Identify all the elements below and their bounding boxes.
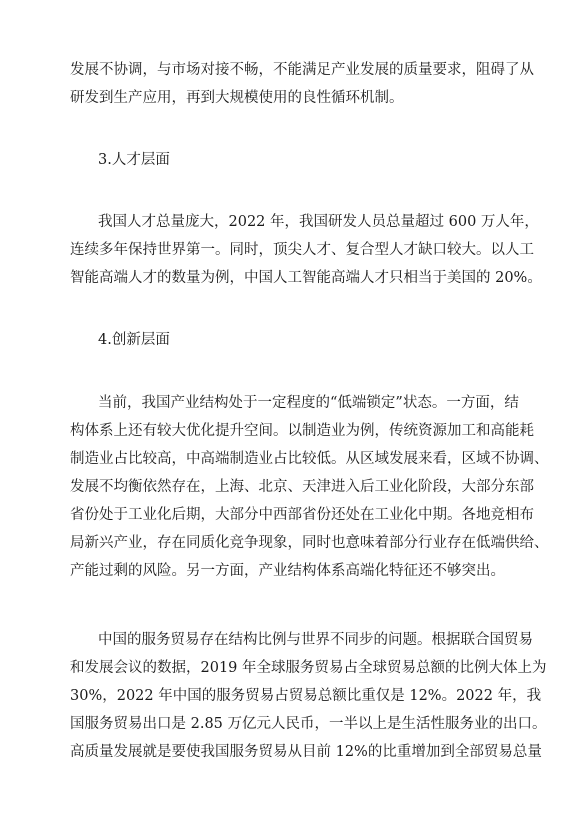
paragraph-line: 中国的服务贸易存在结构比例与世界不同步的问题。根据联合国贸易 <box>98 632 533 648</box>
paragraph-line: 研发到生产应用，再到大规模使用的良性循环机制。 <box>70 90 404 106</box>
paragraph-line: 省份处于工业化后期，大部分中西部省份还处在工业化中期。各地竞相布 <box>70 507 534 523</box>
paragraph-line: 构体系上还有较大优化提升空间。以制造业为例，传统资源加工和高能耗 <box>70 423 534 439</box>
paragraph-line: 国服务贸易出口是 2.85 万亿元人民币，一半以上是生活性服务业的出口。 <box>70 716 547 732</box>
paragraph-line: 发展不协调，与市场对接不畅，不能满足产业发展的质量要求，阻碍了从 <box>70 62 534 78</box>
paragraph-line: 和发展会议的数据，2019 年全球服务贸易占全球贸易总额的比例大体上为 <box>70 660 547 676</box>
section-heading-talent: 3.人才层面 <box>98 152 170 168</box>
paragraph-line: 产能过剩的风险。另一方面，产业结构体系高端化特征还不够突出。 <box>70 563 505 579</box>
paragraph-line: 当前，我国产业结构处于一定程度的“低端锁定”状态。一方面，结 <box>98 395 519 411</box>
paragraph-line: 智能高端人才的数量为例，中国人工智能高端人才只相当于美国的 20%。 <box>70 270 542 286</box>
section-heading-innovation: 4.创新层面 <box>98 332 170 348</box>
paragraph-line: 局新兴产业，存在同质化竞争现象，同时也意味着部分行业存在低端供给、 <box>70 535 549 551</box>
paragraph-line: 制造业占比较高，中高端制造业占比较低。从区域发展来看，区域不协调、 <box>70 451 549 467</box>
paragraph-line: 连续多年保持世界第一。同时，顶尖人才、复合型人才缺口较大。以人工 <box>70 242 534 258</box>
paragraph-line: 高质量发展就是要使我国服务贸易从目前 12%的比重增加到全部贸易总量 <box>70 744 542 760</box>
paragraph-line: 30%，2022 年中国的服务贸易占贸易总额比重仅是 12%。2022 年，我 <box>70 688 542 704</box>
paragraph-line: 发展不均衡依然存在，上海、北京、天津进入后工业化阶段，大部分东部 <box>70 479 534 495</box>
paragraph-line: 我国人才总量庞大，2022 年，我国研发人员总量超过 600 万人年， <box>98 214 539 230</box>
